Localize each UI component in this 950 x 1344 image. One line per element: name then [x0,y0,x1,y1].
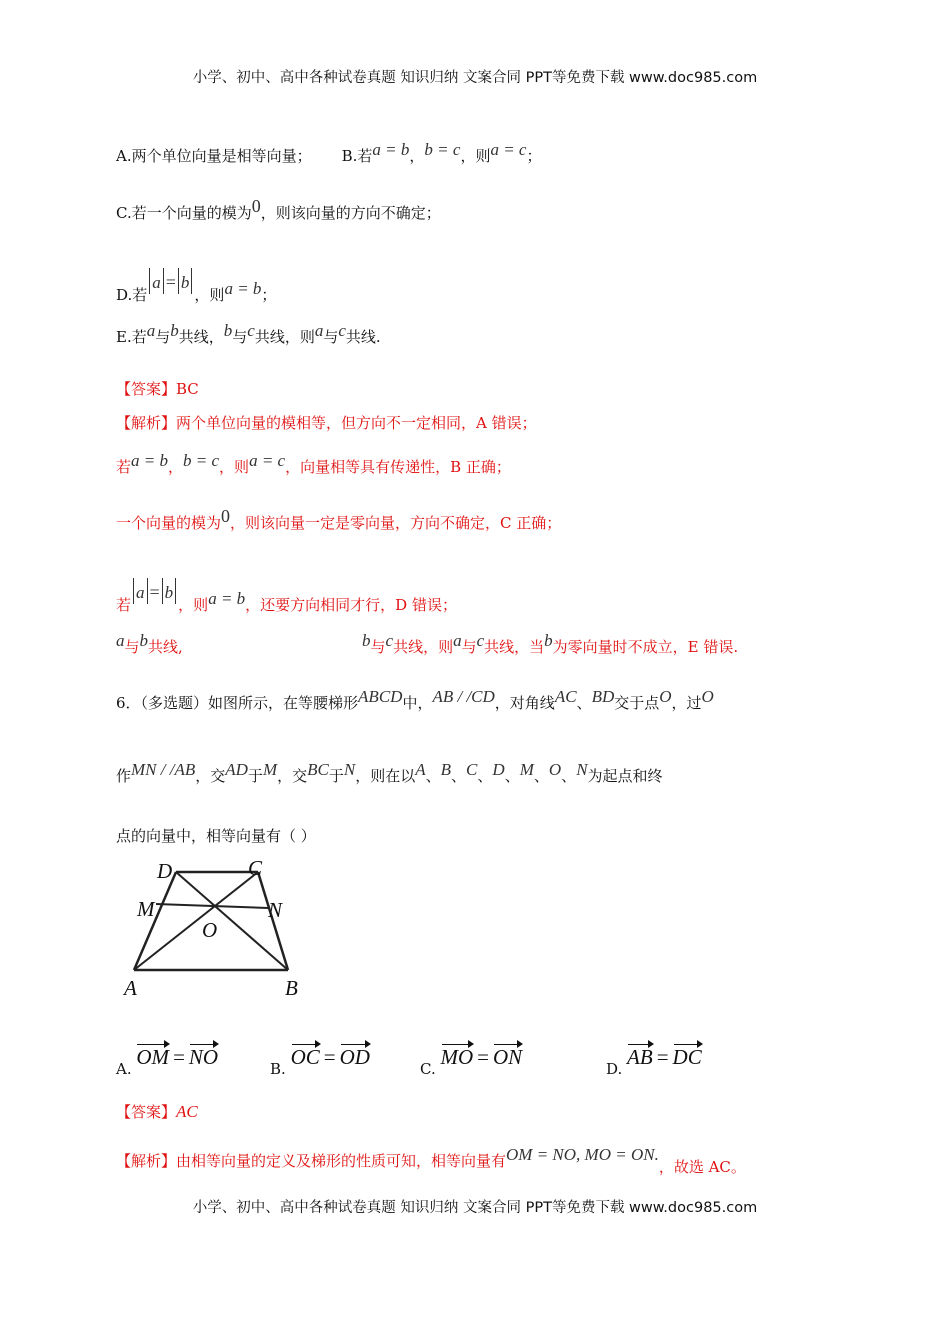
math-expr: = [149,582,160,602]
math-expr: M [262,760,278,779]
q5-option-d [116,272,277,306]
label-d: D [157,859,173,883]
text: 、 [504,767,520,785]
q5-analysis-line5b [362,631,739,658]
math-expr: b [170,321,179,340]
math-expr: a [453,631,462,650]
math-expr: a = b [224,279,262,298]
q5-option-b-prefix: B.若 [341,147,373,165]
math-expr: C [466,760,478,779]
vector-no: NO [189,1040,218,1068]
q5-option-e [116,321,381,348]
math-expr: = [165,272,176,292]
vector-on: ON [493,1040,522,1068]
text: 中， [402,694,433,712]
text: 交于点 [614,694,660,712]
math-expr: AD [225,760,248,779]
label-c: C [248,856,263,880]
math-expr: b [544,631,553,650]
math-expr: 0 [221,506,231,526]
math-expr: M [519,760,534,779]
text: 若 [116,458,132,476]
math-expr: c [476,631,485,650]
text: 与 [232,328,248,346]
text: 【解析】由相等向量的定义及梯形的性质可知，相等向量有 [116,1152,507,1170]
text: 与 [370,638,386,656]
math-expr: b [223,321,233,340]
vector-od: OD [340,1040,370,1068]
diagonal-ac [134,872,258,970]
text: ，则 [460,147,491,165]
text: 与 [155,328,171,346]
math-expr: MN / /AB [131,760,196,779]
text: 、 [576,694,592,712]
option-label: D. [606,1060,623,1078]
text: 共线，则 [254,328,315,346]
math-expr: N [576,760,588,779]
math-expr: BC [307,760,329,779]
math-expr: OM = NO, MO = ON. [506,1145,659,1164]
text: 作 [116,767,132,785]
q5-answer: 【答案】BC [116,380,199,398]
text: 共线， [178,328,224,346]
option-label: A. [116,1060,132,1078]
math-expr: a [146,321,156,340]
text: ，则 [194,286,225,304]
q6-answer [116,1101,198,1123]
q6-analysis [116,1145,746,1176]
text: 为零向量时不成立，E 错误. [552,638,739,656]
abs-bar [149,268,150,294]
math-expr: b [139,631,149,650]
text: ； [526,147,542,165]
q5-option-c [116,196,441,224]
text: 于 [328,767,344,785]
text: ，则该向量的方向不确定； [260,204,441,222]
q6-option-c[interactable] [420,1040,523,1078]
math-expr: c [247,321,255,340]
equals-sign: = [323,1045,336,1069]
q5-option-a: A.两个单位向量是相等向量； [116,147,312,165]
page-header: 小学、初中、高中各种试卷真题 知识归纳 文案合同 PPT等免费下载 www.doc985.com [192,70,758,86]
vector-oc: OC [291,1040,320,1068]
abs-bar [147,578,148,604]
math-expr: a [116,631,125,650]
text: ，还要方向相同才行，D 错误； [245,596,457,614]
q5-analysis-line3 [116,506,562,534]
q5-options-ab [116,140,542,167]
text: 、 [425,767,441,785]
text: ，则该向量一定是零向量，方向不确定，C 正确； [230,514,562,532]
label-n: N [268,898,283,922]
equals-sign: = [477,1045,490,1069]
q5-analysis-line1: 【解析】两个单位向量的模相等，但方向不一定相同，A 错误； [116,414,537,432]
text: ； [261,286,277,304]
abs-bar [191,268,192,294]
math-expr: a = b [208,589,246,608]
equals-sign: = [656,1045,669,1069]
math-expr: O [701,687,714,706]
math-expr: b [362,631,371,650]
text: ，则在以 [355,767,416,785]
text: ，向量相等具有传递性，B 正确； [285,458,511,476]
math-expr: a [314,321,324,340]
text: 、 [561,767,577,785]
text: 、 [451,767,467,785]
q6-option-a[interactable] [116,1040,219,1078]
math-expr: b [164,583,174,602]
text: 与 [461,638,477,656]
q6-stem-line1 [116,687,714,714]
text: 与 [124,638,140,656]
trapezoid-figure [110,855,320,1005]
q6-option-b[interactable] [270,1040,370,1078]
math-expr: a [152,273,161,292]
math-expr: D [492,760,505,779]
q6-stem-line3: 点的向量中，相等向量有（ ） [116,827,316,845]
q5-analysis-line2 [116,451,511,478]
vector-mo: MO [441,1040,474,1068]
text: 、 [533,767,549,785]
text: E.若 [116,328,147,346]
edge-ad [134,872,176,970]
text: 与 [323,328,339,346]
label-b: B [285,976,298,1000]
math-expr: c [338,321,346,340]
math-expr: a = b [131,451,168,470]
math-expr: A [415,760,426,779]
label-a: A [124,976,137,1000]
abs-bar [162,578,163,604]
q6-option-d[interactable] [606,1040,702,1078]
math-expr: O [659,687,672,706]
text: C.若一个向量的模为 [116,204,252,222]
text: 一个向量的模为 [116,514,222,532]
math-expr: a [136,583,145,602]
label-m: M [137,897,155,921]
text: ，则 [178,596,209,614]
text: 共线，则 [393,638,454,656]
abs-bar [133,578,134,604]
text: ， [409,147,425,165]
equals-sign: = [173,1045,185,1069]
answer-prefix: 【答案】 [116,1103,177,1121]
math-expr: a = b [372,140,410,159]
math-expr: BD [591,687,615,706]
text: 共线，当 [484,638,545,656]
text: ，对角线 [494,694,555,712]
abs-bar [175,578,176,604]
text: ，交 [277,767,308,785]
page-footer: 小学、初中、高中各种试卷真题 知识归纳 文案合同 PPT等免费下载 www.doc985.com [192,1200,758,1216]
text: 6．（多选题）如图所示，在等腰梯形 [116,694,359,712]
math-expr: 0 [251,196,261,216]
math-expr: a = c [249,451,286,470]
option-label: C. [420,1060,436,1078]
vector-ab: AB [627,1040,653,1068]
q6-stem-line2 [116,760,663,787]
text: 于 [247,767,263,785]
q5-analysis-line4 [116,582,457,616]
math-expr: ABCD [358,687,403,706]
text: 、 [477,767,493,785]
label-o: O [202,918,218,942]
text: ，交 [195,767,226,785]
answer-value: AC [176,1102,198,1121]
math-expr: AB / /CD [432,687,495,706]
text: D.若 [116,286,148,304]
text: 若 [116,596,132,614]
abs-bar [163,268,164,294]
math-expr: a = c [490,140,527,159]
math-expr: c [385,631,394,650]
math-expr: b [180,273,190,292]
abs-bar [178,268,179,294]
text: 为起点和终 [587,767,663,785]
math-expr: b = c [424,140,461,159]
q5-analysis-line5a [116,631,183,658]
text: 共线. [345,328,381,346]
math-expr: AC [554,687,577,706]
text: ， [168,458,184,476]
text: ，过 [671,694,702,712]
text: ，故选 AC。 [658,1158,746,1176]
text: 共线, [148,638,183,656]
math-expr: O [548,760,562,779]
vector-dc: DC [673,1040,702,1068]
math-expr: B [440,760,452,779]
vector-om: OM [136,1040,169,1068]
math-expr: N [343,760,356,779]
math-expr: b = c [183,451,220,470]
text: ，则 [219,458,250,476]
option-label: B. [270,1060,286,1078]
